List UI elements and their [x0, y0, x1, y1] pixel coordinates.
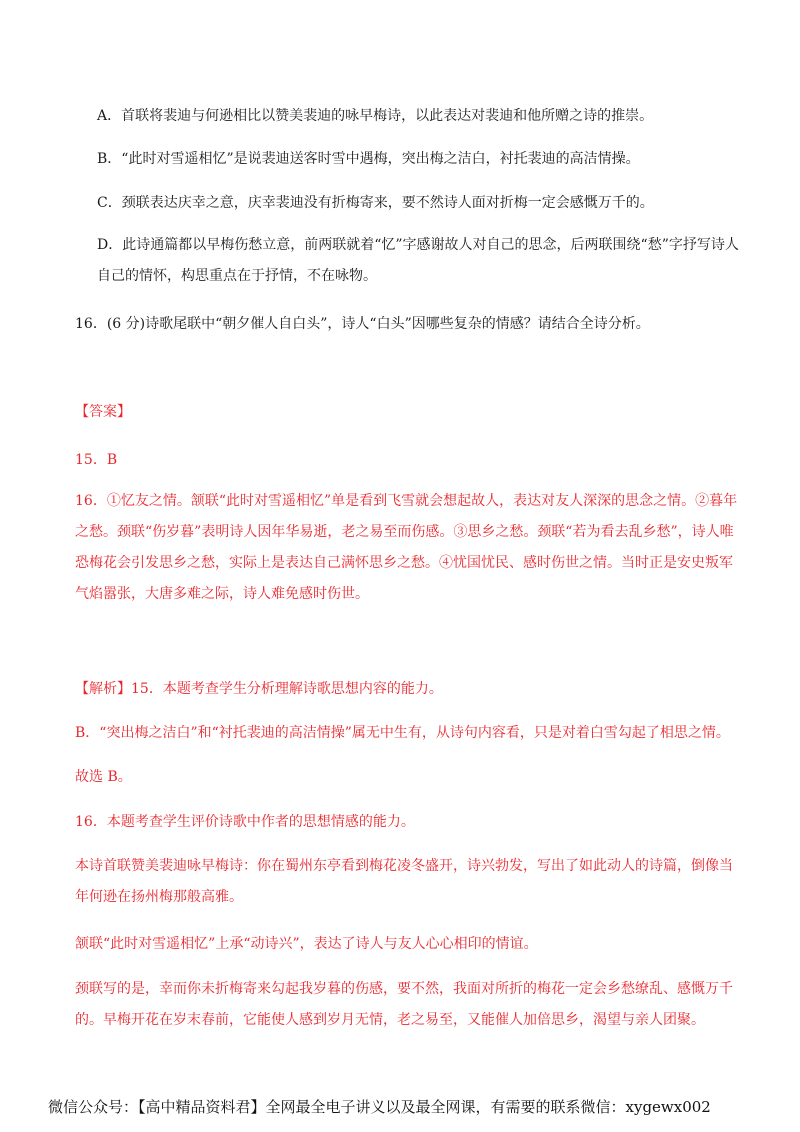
question-16: 16．(6 分)诗歌尾联中“朝夕催人自白头”，诗人“白头”因哪些复杂的情感？请结合全诗分析。 [75, 316, 650, 332]
option-b: B．“此时对雪遥相忆”是说裴迪送客时雪中遇梅，突出梅之洁白，衬托裴迪的高洁情操。 [97, 151, 640, 167]
analysis-16-second-couplet: 颔联“此时对雪遥相忆”上承“动诗兴”，表达了诗人与友人心心相印的情谊。 [75, 936, 538, 952]
analysis-16-first-couplet: 本诗首联赞美裴迪咏早梅诗：你在蜀州东亭看到梅花凌冬盛开，诗兴勃发，写出了如此动人的诗篇，倒像当年何逊在扬州梅那般高雅。 [75, 858, 733, 905]
footer-wechat-note: 微信公众号：【高中精品资料君】全网最全电子讲义以及最全网课，有需要的联系微信：xygewx002 [48, 1098, 711, 1116]
option-d: D．此诗通篇都以早梅伤愁立意，前两联就着“忆”字感谢故人对自己的思念，后两联围绕“愁”字抒写诗人自己的情怀，构思重点在于抒情，不在咏物。 [97, 237, 739, 284]
analysis-15-b: B．“突出梅之洁白”和“衬托裴迪的高洁情操”属无中生有，从诗句内容看，只是对着白雪勾起了相思之情。 [75, 725, 730, 741]
analysis-heading: 【解析】15．本题考查学生分析理解诗歌思想内容的能力。 [75, 681, 443, 697]
analysis-16-third-couplet: 颈联写的是，幸而你未折梅寄来勾起我岁暮的伤感，要不然，我面对所折的梅花一定会乡愁缭乱、感慨万千的。早梅开花在岁末春前，它能使人感到岁月无情，老之易至，又能催人加倍思乡，渴望与亲人团聚。 [75, 981, 733, 1028]
option-c: C．颈联表达庆幸之意，庆幸裴迪没有折梅寄来，要不然诗人面对折梅一定会感慨万千的。 [97, 195, 654, 211]
analysis-15-choice: 故选 B。 [75, 769, 132, 785]
answer-16: 16．①忆友之情。颔联“此时对雪遥相忆”单是看到飞雪就会想起故人，表达对友人深深的思念之情。②暮年之愁。颈联“伤岁暮”表明诗人因年华易逝，老之易至而伤感。③思乡之愁。颈联“若为看去乱乡愁”，诗人唯恐梅花会引发思乡之愁，实际上是表达自己满怀思乡之愁。④忧国忧民、感时伤世之情。当时正是安史叛军气焰嚣张，大唐多难之际，诗人难免感时伤世。 [75, 493, 738, 602]
option-a: A．首联将裴迪与何逊相比以赞美裴迪的咏早梅诗，以此表达对裴迪和他所赠之诗的推崇。 [97, 108, 654, 124]
answer-15: 15．B [75, 452, 118, 468]
analysis-16-heading: 16．本题考查学生评价诗歌中作者的思想情感的能力。 [75, 814, 415, 830]
answer-heading: 【答案】 [75, 404, 131, 420]
